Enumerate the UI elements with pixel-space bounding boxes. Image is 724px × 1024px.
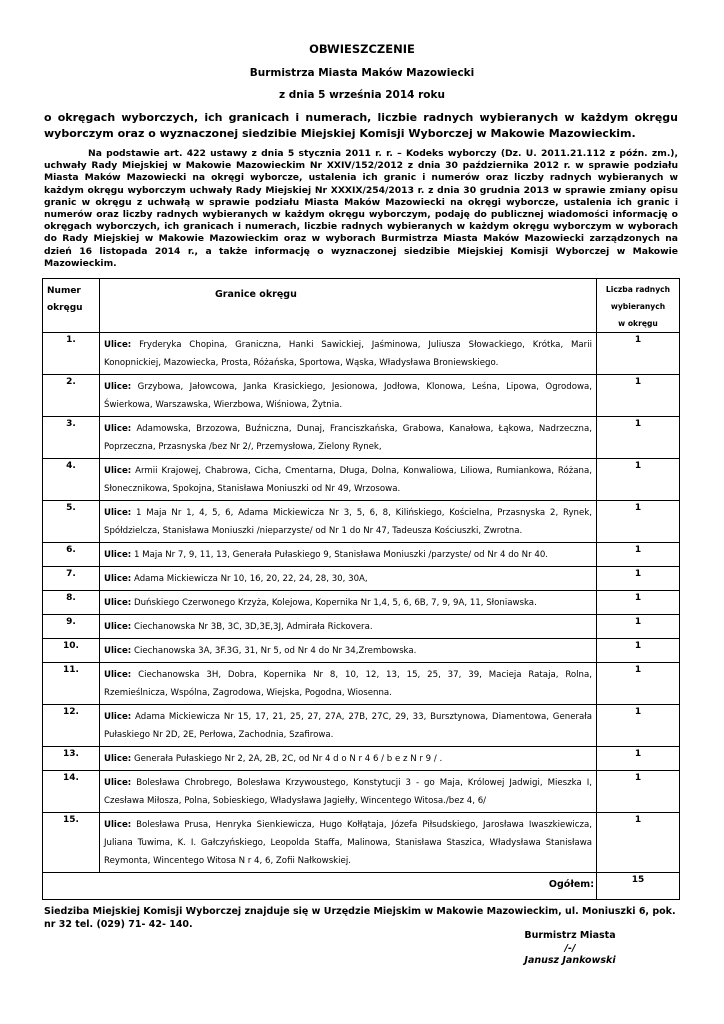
district-bounds [100, 591, 597, 615]
header-count-line1: Liczba radnych [605, 285, 671, 294]
district-streets: Ciechanowska Nr 3B, 3C, 3D,3E,3J, Admirała Rickovera. [131, 622, 373, 632]
district-streets: Fryderyka Chopina, Graniczna, Hanki Sawickiej, Jaśminowa, Juliusza Słowackiego, Krótka, Marii Konopnickiej, Mazowiecka, Prosta, Różańska, Sportowa, Wąska, Władysława Broniewskiego. [104, 340, 592, 368]
table-row [43, 543, 680, 567]
district-bounds [100, 639, 597, 663]
district-streets: Grzybowa, Jałowcowa, Janka Krasickiego, Jesionowa, Jodłowa, Klonowa, Leśna, Lipowa, Ogrodowa, Świerkowa, Warszawska, Wierzbowa, Wiśniowa, Żytnia. [104, 382, 592, 410]
district-bounds [100, 417, 597, 459]
district-councillor-count: 1 [597, 663, 680, 705]
header-bounds: Granice okręgu [100, 279, 597, 333]
district-bounds [100, 615, 597, 639]
district-streets: 1 Maja Nr 1, 4, 5, 6, Adama Mickiewicza Nr 3, 5, 6, 8, Kilińskiego, Kościelna, Przasnyska 2, Rynek, Spółdzielcza, Stanisława Moniuszki /nieparzyste/ od Nr 1 do Nr 47, Tadeusza Kościuszki, Zwrotna. [104, 508, 592, 536]
header-number-line1: Numer [47, 286, 81, 296]
table-row [43, 771, 680, 813]
signature-block [470, 930, 670, 968]
streets-prefix: Ulice: [104, 424, 132, 434]
district-bounds [100, 501, 597, 543]
district-bounds [100, 813, 597, 873]
district-councillor-count: 1 [597, 813, 680, 873]
district-number: 15. [43, 813, 100, 873]
district-number: 4. [43, 459, 100, 501]
district-streets: Adama Mickiewicza Nr 10, 16, 20, 22, 24, 28, 30, 30A, [131, 574, 368, 584]
table-row [43, 747, 680, 771]
document-title: OBWIESZCZENIE [309, 42, 415, 56]
district-streets: 1 Maja Nr 7, 9, 11, 13, Generała Pułaskiego 9, Stanisława Moniuszki /parzyste/ od Nr 4 do Nr 40. [131, 550, 549, 560]
table-row [43, 459, 680, 501]
table-row [43, 705, 680, 747]
district-number: 7. [43, 567, 100, 591]
streets-prefix: Ulice: [104, 820, 132, 830]
table-body [43, 333, 680, 873]
table-row [43, 591, 680, 615]
total-label: Ogółem: [43, 873, 597, 900]
district-streets: Bolesława Chrobrego, Bolesława Krzywoustego, Konstytucji 3 - go Maja, Królowej Jadwigi, Mieszka I, Czesława Miłosza, Polna, Sobieskiego, Władysława Jagiełły, Wincentego Witosa./bez 4, 6/ [104, 778, 592, 806]
district-streets: Adamowska, Brzozowa, Buźniczna, Dunaj, Franciszkańska, Grabowa, Kanałowa, Łąkowa, Nadrzeczna, Poprzeczna, Przasnyska /bez Nr 2/, Przemysłowa, Zielony Rynek, [104, 424, 592, 452]
district-councillor-count: 1 [597, 459, 680, 501]
district-bounds [100, 747, 597, 771]
district-councillor-count: 1 [597, 705, 680, 747]
streets-prefix: Ulice: [104, 754, 132, 764]
table-row [43, 567, 680, 591]
header-number-line2: okręgu [47, 303, 83, 313]
header-count-line2: wybieranych [610, 302, 666, 311]
district-councillor-count: 1 [597, 501, 680, 543]
district-number: 8. [43, 591, 100, 615]
signature-mark: /-/ [564, 942, 576, 954]
streets-prefix: Ulice: [104, 778, 132, 788]
document-date: z dnia 5 września 2014 roku [279, 89, 445, 101]
table-total-row [43, 873, 680, 900]
header-number [43, 279, 100, 333]
district-streets: Armii Krajowej, Chabrowa, Cicha, Cmentarna, Długa, Dolna, Konwaliowa, Liliowa, Rumiankowa, Różana, Słonecznikowa, Spokojna, Stanisława Moniuszki od Nr 49, Wrzosowa. [104, 466, 592, 494]
district-bounds [100, 771, 597, 813]
district-councillor-count: 1 [597, 591, 680, 615]
district-councillor-count: 1 [597, 375, 680, 417]
district-councillor-count: 1 [597, 543, 680, 567]
table-row [43, 813, 680, 873]
district-number: 2. [43, 375, 100, 417]
district-number: 13. [43, 747, 100, 771]
table-row [43, 501, 680, 543]
streets-prefix: Ulice: [104, 670, 132, 680]
district-councillor-count: 1 [597, 639, 680, 663]
streets-prefix: Ulice: [104, 646, 132, 656]
district-councillor-count: 1 [597, 615, 680, 639]
district-bounds [100, 543, 597, 567]
streets-prefix: Ulice: [104, 622, 132, 632]
streets-prefix: Ulice: [104, 598, 132, 608]
table-row [43, 333, 680, 375]
streets-prefix: Ulice: [104, 712, 132, 722]
table-row [43, 639, 680, 663]
commission-seat-info: Siedziba Miejskiej Komisji Wyborczej znajduje się w Urzędzie Miejskim w Makowie Mazowieckim, ul. Moniuszki 6, pok. nr 32 tel. (029) 71- 42- 140. [44, 906, 676, 930]
streets-prefix: Ulice: [104, 382, 132, 392]
district-bounds [100, 459, 597, 501]
district-streets: Duńskiego Czerwonego Krzyża, Kolejowa, Kopernika Nr 1,4, 5, 6, 6B, 7, 9, 9A, 11, Słoniawska. [131, 598, 537, 608]
table-row [43, 663, 680, 705]
total-value: 15 [597, 873, 680, 900]
district-councillor-count: 1 [597, 567, 680, 591]
district-streets: Ciechanowska 3H, Dobra, Kopernika Nr 8, 10, 12, 13, 15, 25, 37, 39, Macieja Rataja, Rolna, Rzemieślnicza, Wspólna, Zagrodowa, Wiejska, Pogodna, Wiosenna. [104, 670, 592, 698]
streets-prefix: Ulice: [104, 550, 132, 560]
streets-prefix: Ulice: [104, 574, 132, 584]
districts-table [42, 278, 680, 900]
district-number: 5. [43, 501, 100, 543]
table-row [43, 417, 680, 459]
district-number: 9. [43, 615, 100, 639]
header-count [597, 279, 680, 333]
district-bounds [100, 663, 597, 705]
table-row [43, 615, 680, 639]
district-number: 12. [43, 705, 100, 747]
document-subject: o okręgach wyborczych, ich granicach i numerach, liczbie radnych wybieranych w każdym okręgu wyborczym oraz o wyznaczonej siedzibie Miejskiej Komisji Wyborczej w Makowie Mazowieckim. [44, 111, 678, 140]
district-councillor-count: 1 [597, 417, 680, 459]
streets-prefix: Ulice: [104, 508, 132, 518]
district-bounds [100, 705, 597, 747]
district-number: 10. [43, 639, 100, 663]
document-preamble: Na podstawie art. 422 ustawy z dnia 5 stycznia 2011 r. r. – Kodeks wyborczy (Dz. U. 2011.21.112 z późn. zm.), uchwały Rady Miejskiej w Makowie Mazowieckim Nr XXIV/152/2012 z dnia 30 października 2012 r. w sprawie podziału Miasta Maków Mazowiecki na okręgi wyborcze, ustalenia ich granic i numerów oraz liczby radnych wybieranych w każdym okręgu wyborczym uchwały Rady Miejskiej Nr XXXIX/254/2013 r. z dnia 30 grudnia 2013 w sprawie zmiany opisu granic w okręgu z uchwałą w sprawie podziału Miasta Maków Mazowiecki na okręgi wyborcze, ustalenia ich granic i numerów oraz liczby radnych wybieranych w każdym okręgu wyborczym, podaję do publicznej wiadomości informację o okręgach wyborczych, ich granicach i numerach, liczbie radnych wybieranych w każdym okręgu wyborczym w wyborach do Rady Miejskiej w Makowie Mazowieckim oraz w wyborach Burmistrza Miasta Maków Mazowiecki zarządzonych na dzień 16 listopada 2014 r., a także informację o wyznaczonej siedzibie Miejskiej Komisji Wyborczej w Makowie Mazowieckim. [44, 148, 678, 269]
table-header-row [43, 279, 680, 333]
district-streets: Bolesława Prusa, Henryka Sienkiewicza, Hugo Kołłątaja, Józefa Piłsudskiego, Jarosława Iwaszkiewicza, Juliana Tuwima, K. I. Gałczyńskiego, Leopolda Staffa, Malinowa, Stanisława Staszica, Władysława Stanisława Reymonta, Wincentego Witosa N r 4, 6, Zofii Nałkowskiej. [104, 820, 592, 866]
district-number: 14. [43, 771, 100, 813]
signature-role: Burmistrz Miasta [524, 930, 616, 941]
district-councillor-count: 1 [597, 747, 680, 771]
district-number: 6. [43, 543, 100, 567]
district-bounds [100, 375, 597, 417]
header-count-line3: w okręgu [618, 319, 658, 328]
signature-name: Janusz Jankowski [524, 955, 616, 966]
district-number: 11. [43, 663, 100, 705]
district-councillor-count: 1 [597, 771, 680, 813]
district-streets: Generała Pułaskiego Nr 2, 2A, 2B, 2C, od Nr 4 d o N r 4 6 / b e z N r 9 / . [131, 754, 443, 764]
district-bounds [100, 567, 597, 591]
district-streets: Ciechanowska 3A, 3F.3G, 31, Nr 5, od Nr 4 do Nr 34,Zrembowska. [131, 646, 417, 656]
document-issuer: Burmistrza Miasta Maków Mazowiecki [249, 67, 475, 79]
table-row [43, 375, 680, 417]
streets-prefix: Ulice: [104, 466, 132, 476]
district-number: 1. [43, 333, 100, 375]
district-bounds [100, 333, 597, 375]
streets-prefix: Ulice: [104, 340, 132, 350]
district-councillor-count: 1 [597, 333, 680, 375]
district-streets: Adama Mickiewicza Nr 15, 17, 21, 25, 27, 27A, 27B, 27C, 29, 33, Bursztynowa, Diamentowa, Generała Pułaskiego Nr 2D, 2E, Perłowa, Zachodnia, Szafirowa. [104, 712, 592, 740]
district-number: 3. [43, 417, 100, 459]
